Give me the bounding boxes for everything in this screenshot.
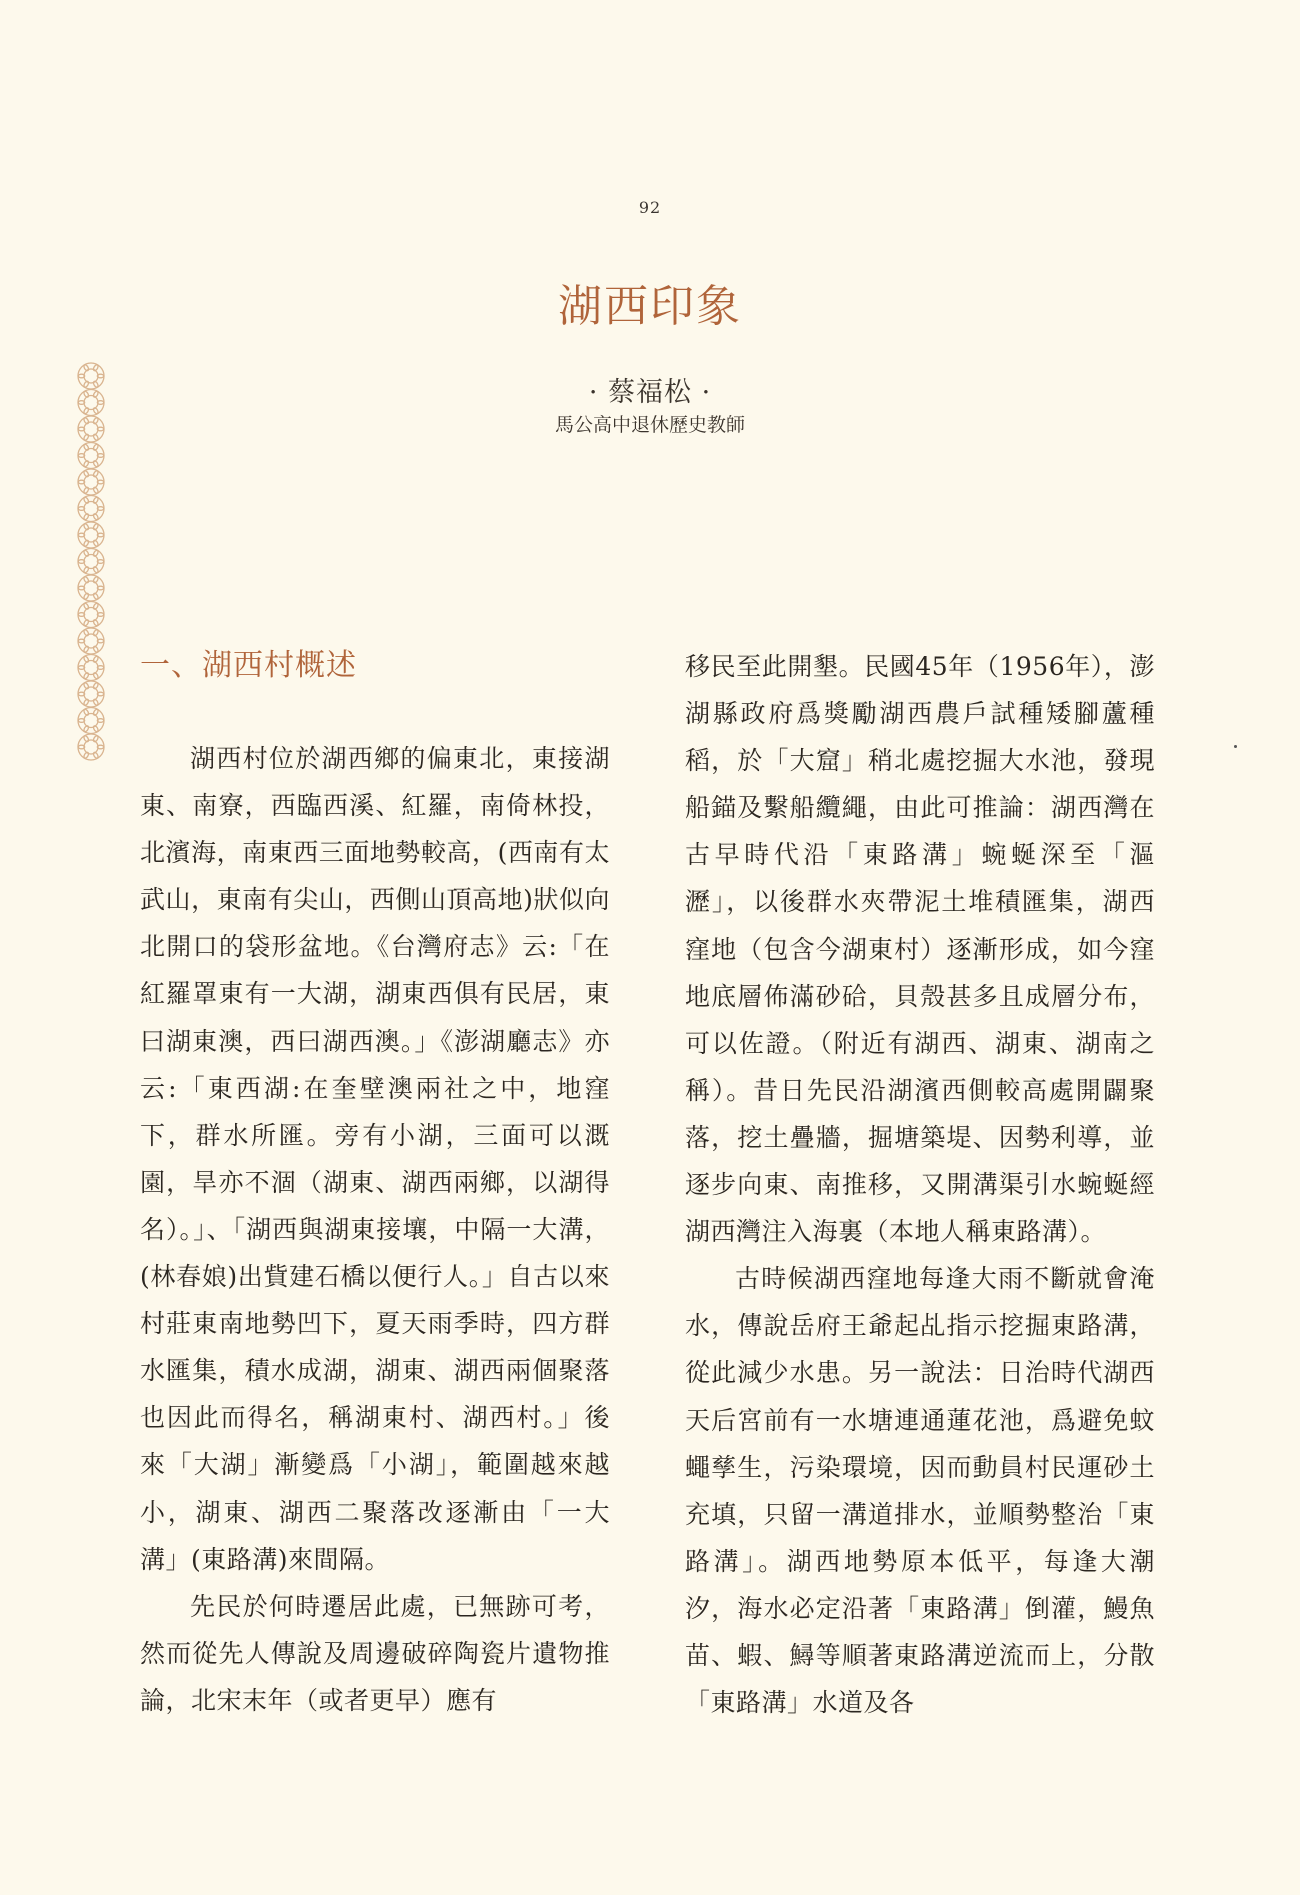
medallion-petal bbox=[93, 497, 99, 504]
medallion-petal bbox=[93, 364, 99, 371]
medallion-petal bbox=[83, 629, 89, 636]
medallion-petal bbox=[93, 603, 99, 610]
medallion-petal bbox=[83, 576, 89, 583]
medallion-petal bbox=[83, 513, 89, 520]
medallion-petal bbox=[93, 576, 99, 583]
medallion-ring bbox=[78, 708, 104, 734]
medallion-petal bbox=[83, 444, 89, 451]
medallion-petal bbox=[93, 381, 99, 388]
medallion-petal bbox=[83, 381, 89, 388]
medallion-ring bbox=[78, 496, 104, 522]
medallion-petal bbox=[83, 672, 89, 679]
medallion-petal bbox=[83, 646, 89, 653]
page-number: 92 bbox=[638, 198, 662, 217]
medallion-petal bbox=[93, 725, 99, 732]
medallion-petal bbox=[93, 540, 99, 547]
right-column bbox=[685, 643, 1155, 1726]
medallion-petal bbox=[83, 434, 89, 441]
medallion-petal bbox=[83, 682, 89, 689]
scan-speck bbox=[1234, 745, 1237, 748]
medallion-petal bbox=[83, 566, 89, 573]
medallion-petal bbox=[83, 523, 89, 530]
medallion-petal bbox=[93, 735, 99, 742]
author-title: 馬公高中退休歷史教師 bbox=[554, 414, 745, 436]
medallion-petal bbox=[93, 682, 99, 689]
right-paragraph-1: 移民至此開墾。民國45年（1956年），澎湖縣政府爲獎勵湖西農戶試種矮腳蘆種稻，於「大窟」稍北處挖掘大水池，發現船錨及繫船纜繩，由此可推論：湖西灣在古早時代沿「東路溝」蜿蜒深至「漚瀝」，以後群水夾帶泥土堆積匯集，湖西窪地（包含今湖東村）逐漸形成，如今窪地底層佈滿砂硆，貝殼甚多且成層分布，可以佐證。（附近有湖西、湖東、湖南之稱）。昔日先民沿湖濱西側較高處開闢聚落，挖土疊牆，掘塘築堤、因勢利導，並逐步向東、南推移，又開溝渠引水蜿蜒經湖西灣注入海裏（本地人稱東路溝）。 bbox=[685, 652, 1155, 1247]
medallion-petal bbox=[83, 540, 89, 547]
medallion-petal bbox=[93, 487, 99, 494]
medallion-petal bbox=[93, 566, 99, 573]
medallion-petal bbox=[93, 434, 99, 441]
medallion-petal bbox=[93, 460, 99, 467]
floral-medallion-icon bbox=[72, 362, 110, 772]
author-name: · 蔡福松 · bbox=[588, 377, 712, 408]
left-paragraph-1: 湖西村位於湖西鄉的偏東北，東接湖東、南寮，西臨西溪、紅羅，南倚林投，北濱海，南東西三面地勢較高，(西南有太武山，東南有尖山，西側山頂高地)狀似向北開口的袋形盆地。《台灣府志》云:「在紅羅罩東有一大湖，湖東西俱有民居，東曰湖東澳，西曰湖西澳。」《澎湖廳志》亦云:「東西湖:在奎壁澳兩社之中，地窪下，群水所匯。旁有小湖，三面可以溉園，旱亦不涸（湖東、湖西兩鄉，以湖得名）。」、「湖西與湖東接壤，中隔一大溝，(林春娘)出貲建石橋以便行人。」自古以來村莊東南地勢凹下，夏天雨季時，四方群水匯集，積水成湖，湖東、湖西兩個聚落也因此而得名，稱湖東村、湖西村。」後來「大湖」漸變爲「小湖」，範圍越來越小，湖東、湖西二聚落改逐漸由「一大溝」(東路溝)來間隔。 bbox=[140, 744, 610, 1574]
medallion-petal bbox=[93, 752, 99, 759]
medallion-ring bbox=[78, 575, 104, 601]
medallion-petal bbox=[93, 699, 99, 706]
medallion-petal bbox=[93, 709, 99, 716]
medallion-petal bbox=[93, 407, 99, 414]
medallion-ring bbox=[78, 363, 104, 389]
medallion-petal bbox=[93, 646, 99, 653]
medallion-petal bbox=[93, 593, 99, 600]
medallion-petal bbox=[83, 487, 89, 494]
medallion-petal bbox=[83, 735, 89, 742]
medallion-petal bbox=[93, 417, 99, 424]
medallion-ring bbox=[78, 416, 104, 442]
medallion-petal bbox=[93, 629, 99, 636]
medallion-petal bbox=[93, 619, 99, 626]
left-paragraph-2: 先民於何時遷居此處，已無跡可考，然而從先人傳說及周邊破碎陶瓷片遺物推論，北宋末年（或者更早）應有 bbox=[140, 1591, 610, 1715]
right-paragraph-2: 古時候湖西窪地每逢大雨不斷就會淹水，傳說岳府王爺起乩指示挖掘東路溝，從此減少水患。另一說法：日治時代湖西天后宮前有一水塘連通蓮花池，爲避免蚊蠅孳生，污染環境，因而動員村民運砂土充填，只留一溝道排水，並順勢整治「東路溝」。湖西地勢原本低平，每逢大潮汐，海水必定沿著「東路溝」倒灌，鰻魚苗、蝦、鱘等順著東路溝逆流而上，分散「東路溝」水道及各 bbox=[685, 1264, 1155, 1718]
medallion-petal bbox=[83, 364, 89, 371]
medallion-petal bbox=[83, 460, 89, 467]
medallion-petal bbox=[83, 470, 89, 477]
medallion-ring bbox=[78, 602, 104, 628]
medallion-petal bbox=[83, 709, 89, 716]
medallion-petal bbox=[83, 699, 89, 706]
medallion-petal bbox=[83, 593, 89, 600]
medallion-petal bbox=[83, 752, 89, 759]
medallion-petal bbox=[83, 603, 89, 610]
medallion-petal bbox=[83, 391, 89, 398]
medallion-ring bbox=[78, 734, 104, 760]
medallion-petal bbox=[93, 550, 99, 557]
medallion-petal bbox=[83, 407, 89, 414]
medallion-ring bbox=[78, 655, 104, 681]
medallion-petal bbox=[83, 550, 89, 557]
medallion-petal bbox=[93, 513, 99, 520]
medallion-petal bbox=[93, 470, 99, 477]
medallion-petal bbox=[83, 656, 89, 663]
medallion-ring bbox=[78, 549, 104, 575]
medallion-petal bbox=[83, 417, 89, 424]
medallion-petal bbox=[93, 391, 99, 398]
medallion-ring bbox=[78, 469, 104, 495]
medallion-ring bbox=[78, 443, 104, 469]
medallion-ring bbox=[78, 628, 104, 654]
medallion-ring bbox=[78, 522, 104, 548]
medallion-petal bbox=[93, 656, 99, 663]
medallion-petal bbox=[83, 725, 89, 732]
left-column bbox=[140, 735, 610, 1724]
medallion-petal bbox=[93, 444, 99, 451]
medallion-petal bbox=[83, 497, 89, 504]
medallion-ring bbox=[78, 681, 104, 707]
medallion-petal bbox=[93, 523, 99, 530]
article-title: 湖西印象 bbox=[558, 281, 742, 332]
medallion-petal bbox=[93, 672, 99, 679]
medallion-petal bbox=[83, 619, 89, 626]
medallion-ring bbox=[78, 390, 104, 416]
section-heading: 一、湖西村概述 bbox=[140, 648, 357, 683]
